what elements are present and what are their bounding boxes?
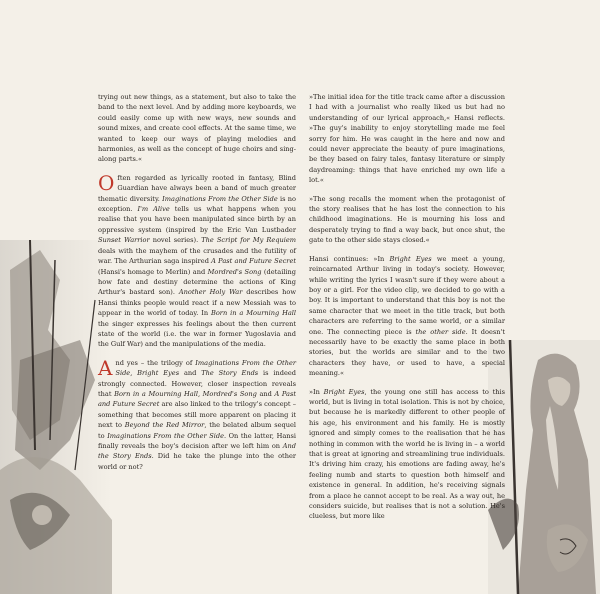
text-span: (detailing how fate and destiny determine the actions of King Arthur's bastard son).	[98, 267, 296, 297]
title-italic: Bright Eyes	[323, 387, 365, 396]
text-span: . Did he take the plunge into the other world or not?	[98, 452, 297, 471]
title-italic: A Past and Future Secret	[98, 389, 296, 409]
title-italic: the other side	[415, 327, 466, 336]
text-span: . On the latter, Hansi finally reveals the boy's decision after we left him on	[98, 431, 296, 450]
text-span: »In	[309, 387, 324, 396]
text-span: Hansi continues: »In	[309, 254, 390, 263]
title-italic: And the Story Ends	[98, 442, 296, 461]
title-italic: The Story Ends	[201, 369, 259, 378]
title-italic: Bright Eyes	[389, 254, 432, 263]
text-span: , the belated album sequel to	[98, 421, 296, 440]
text-span: and	[256, 389, 275, 398]
right-paragraph-1	[309, 92, 505, 186]
right-paragraph-3	[309, 254, 505, 379]
text-span: describes how Hansi thinks people would react if a new Messiah was to appear in the world of today. In	[98, 288, 296, 318]
drop-cap: O	[98, 170, 115, 195]
title-italic: I'm Alive	[137, 205, 170, 214]
text-span: the singer expresses his feelings about the then current state of the world (i.e. the war in former Yugoslavia and the Gulf War) and the manipulations of the media.	[98, 319, 296, 349]
title-italic: Imaginations From the Other Side, Bright Eyes	[115, 358, 297, 378]
right-paragraph-2	[309, 194, 505, 246]
title-italic: Sunset Warrior	[98, 236, 150, 245]
knight-illustration-left	[0, 240, 112, 594]
text-span: novel series).	[149, 236, 202, 245]
title-italic: Mordred's Song	[207, 267, 262, 276]
text-span: and	[179, 369, 202, 378]
text-span: (Hansi's homage to Merlin) and	[98, 267, 208, 276]
text-span: tells us what happens when you realise that you have been manipulated since birth by an oppressive system (inspired by the Eric Van Lustbader	[98, 205, 297, 234]
text-span: we meet a young, reincarnated Arthur living in today's society. However, while writing the lyrics I wasn't sure if they were about a boy or a girl. For the video clip, we decided to go with a boy. It is important to understand that this boy is not the same character that we meet in the title track, but both characters are referring to the same world, or a similar one. The connecting piece is	[309, 254, 505, 336]
title-italic: Beyond the Red Mirror	[124, 421, 205, 430]
right-text-column	[309, 92, 505, 530]
text-span: , the young one still has access to this world, but is living in total isolation. This is not by choice, but because he is markedly different to other people of his age, his environment and his family. He is mostly ignored and simply comes to the realisation that he has nothing in common with the world he is living in – a world that is great at ignoring and streamlining true individuals. It's driving him crazy, his emotions are fading away, he's feeling numb and starts to question both himself and existence in general. In addition, he's receiving signals from a place he cannot accept to be real. As a way out, he considers suicide, but realises that is not a solution. He's clueless, but more like	[309, 387, 506, 521]
text-span: »The song recalls the moment when the protagonist of the story realises that he has lost the connection to his childhood imaginations. He is mourning his loss and desperately trying to find a way back, but once shut, the gate to the other side stays closed.«	[309, 194, 505, 245]
text-span: . It doesn't necessarily have to be exactly the same place in both stories, but the worlds are similar and to the two characters they have, or used to have, a special meaning.«	[309, 327, 505, 378]
text-span: deals with the mayhem of the crusades and the futility of war. The Arthurian saga inspired	[98, 246, 296, 266]
drop-cap: A	[98, 355, 113, 380]
title-italic: Another Holy War	[178, 288, 243, 297]
title-italic: Imaginations From the Other Side	[162, 194, 278, 203]
text-span: trying out new things, as a statement, but also to take the band to the next level. And by adding more keyboards, we could easily come up with new ways, new sounds and sound mixes, and create cool effects. At the same time, we wanted to keep our ways of playing melodies and harmonies, as well as the concept of huge choirs and sing-along parts.«	[98, 93, 296, 164]
text-span: ften regarded as lyrically rooted in fantasy, Blind Guardian have always been a band of much greater thematic diversity.	[98, 173, 296, 203]
left-paragraph-2	[98, 170, 297, 350]
text-span: »The initial idea for the title track came after a discussion I had with a journalist who really liked us but had no understanding of our lyrical approach,« Hansi reflects. »The guy's inability to enjoy storytelling made me feel sorry for him. He was caught in the here and now and could never appreciate the beauty of pure imaginations, be they based on fairy tales, fantasy literature or simply daydreaming: things that have enriched my own life a lot.«	[309, 93, 505, 185]
left-text-column	[98, 92, 296, 480]
title-italic: The Script for My Requiem	[201, 236, 296, 245]
text-span: is no exception.	[98, 194, 296, 214]
title-italic: Imaginations From the Other Side	[107, 431, 224, 440]
title-italic: Born in a Mourning Hall, Mordred's Song	[114, 389, 257, 398]
title-italic: A Past and Future Secret	[211, 257, 296, 266]
title-italic: Born in a Mourning Hall	[210, 309, 296, 318]
text-span: is indeed strongly connected. However, closer inspection reveals that	[98, 369, 296, 398]
right-paragraph-4	[309, 387, 505, 522]
text-span: are also linked to the trilogy's concept – something that becomes still more apparent on placing it next to	[98, 400, 296, 430]
left-paragraph-1	[98, 92, 296, 165]
left-paragraph-3	[98, 355, 297, 472]
text-span: nd yes – the trilogy of	[115, 358, 196, 367]
